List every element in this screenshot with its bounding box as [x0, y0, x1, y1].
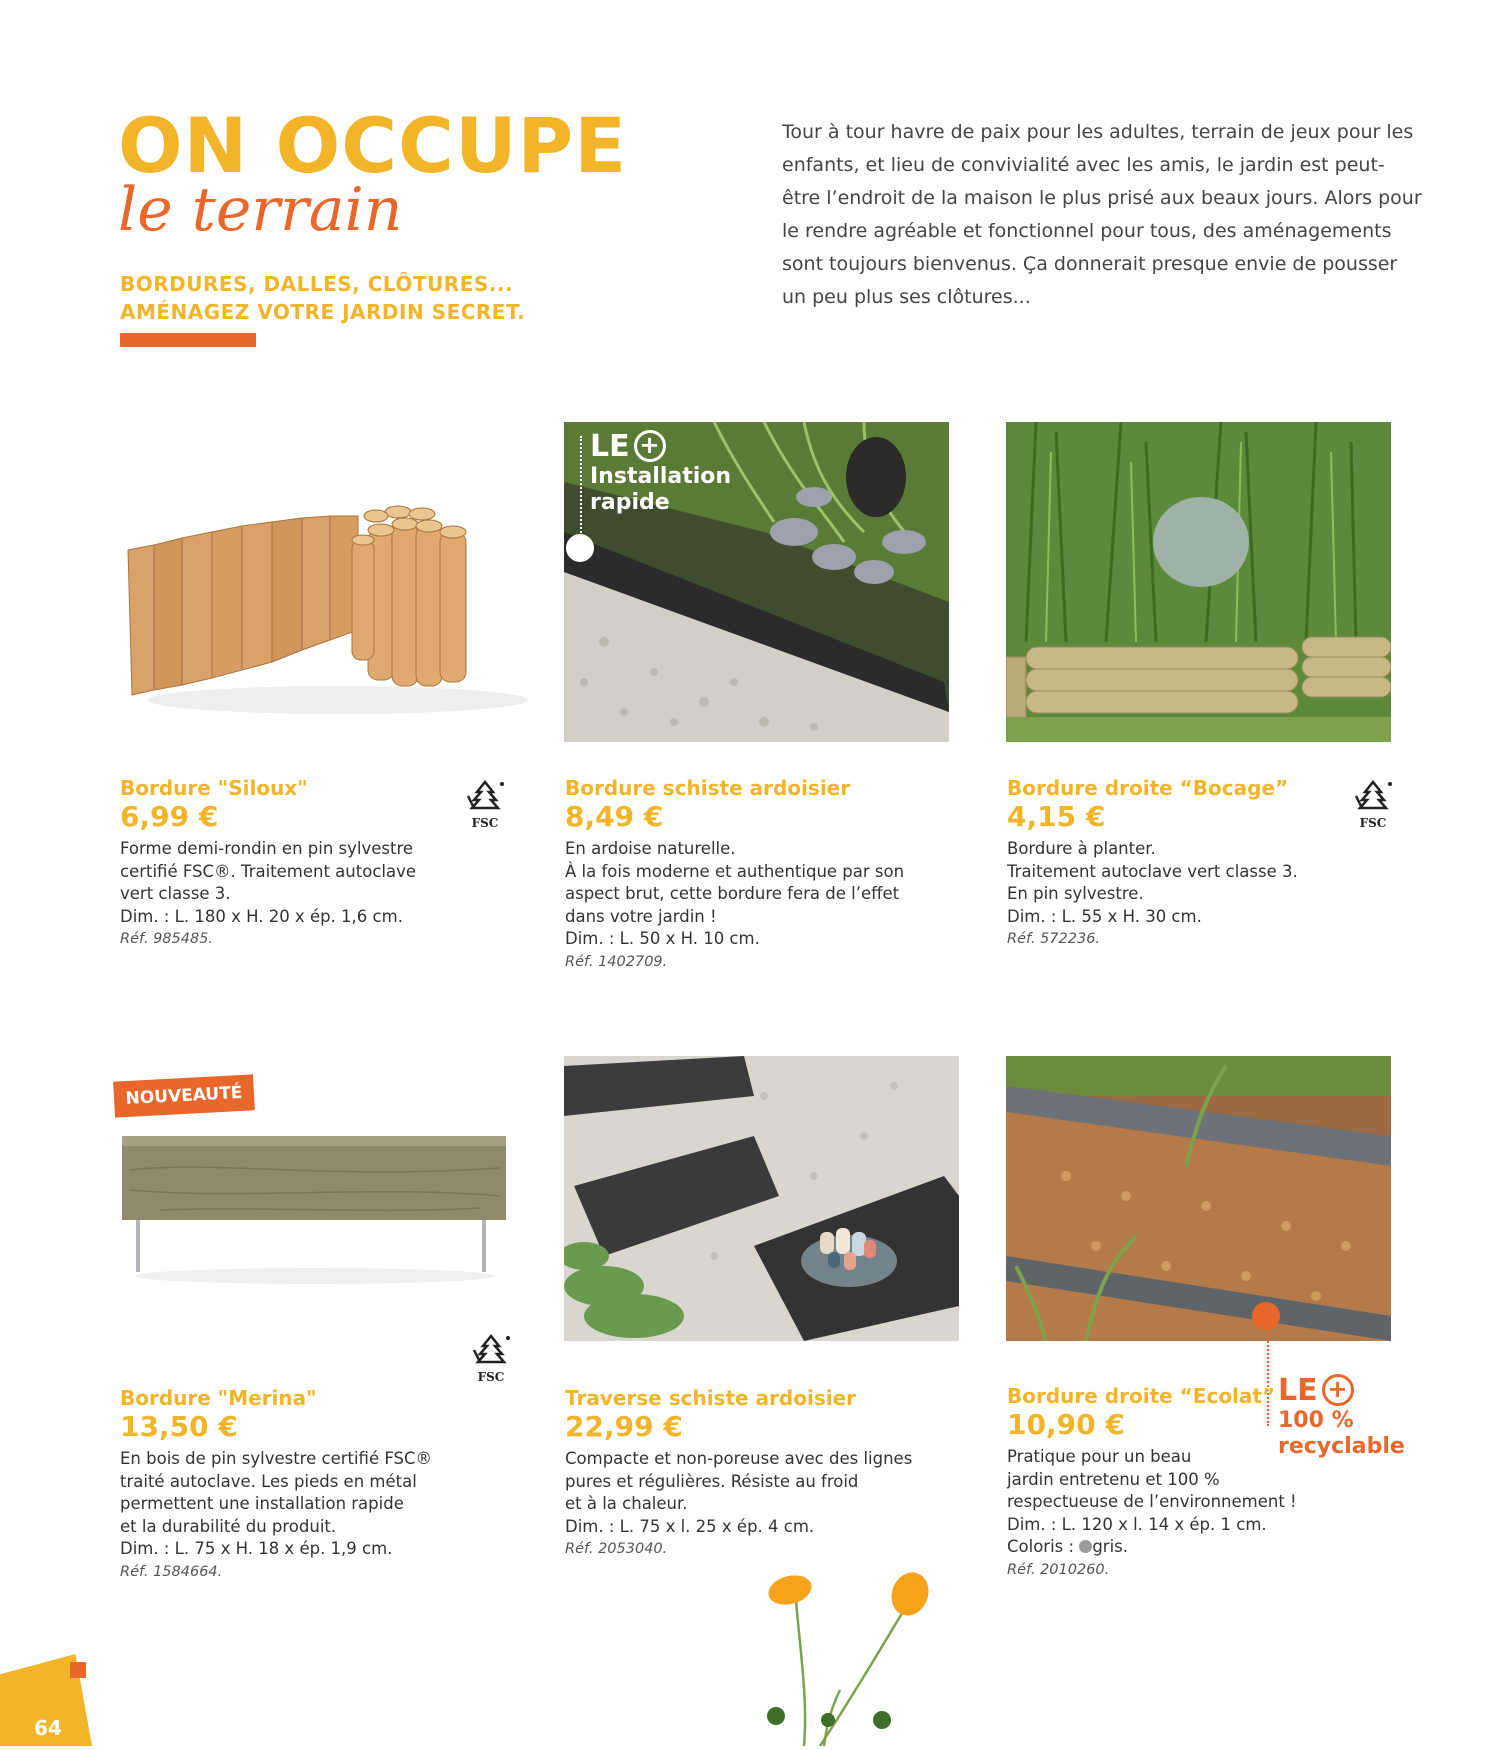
desc-line: Compacte et non-poreuse avec des lignes: [565, 1449, 913, 1468]
product-image-ecolat: [1006, 1056, 1391, 1341]
intro-text: Tour à tour havre de paix pour les adultes, terrain de jeux pour les enfants, et lieu de convivialité avec les amis, le jardin est peut-être l’endroit de la maison le plus prisé aux beaux jours. Alors pour le rendre agréable et fonctionnel pour tous, des aménagements sont toujours bienvenus. Ça donnerait presque envie de pousser un peu plus ses clôtures...: [782, 121, 1422, 308]
product-desc-traverse: [565, 1448, 945, 1561]
desc-line: En bois de pin sylvestre certifié FSC®: [120, 1449, 433, 1468]
color-line: [1007, 1536, 1327, 1559]
le-plus-text-1: 100 %: [1278, 1408, 1354, 1433]
product-image-siloux: [118, 490, 538, 720]
fsc-label: FSC: [471, 816, 499, 830]
colors-label: Coloris :: [1007, 1537, 1075, 1556]
product-name-merina: Bordure "Merina": [120, 1386, 317, 1410]
corner-accent: [70, 1662, 86, 1678]
desc-line: pures et régulières. Résiste au froid: [565, 1471, 859, 1491]
desc-line: Dim. : L. 120 x l. 14 x ép. 1 cm.: [1007, 1514, 1267, 1534]
desc-line: traité autoclave. Les pieds en métal: [120, 1471, 417, 1491]
product-desc-bocage: [1007, 838, 1347, 951]
desc-line: certifié FSC®. Traitement autoclave: [120, 861, 417, 881]
product-ref: Réf. 1584664.: [120, 1563, 223, 1580]
product-ref: Réf. 2053040.: [565, 1541, 668, 1557]
desc-line: Bordure à planter.: [1007, 839, 1156, 858]
le-plus-dotted-line: [580, 436, 582, 544]
product-ref: Réf. 2010260.: [1007, 1561, 1110, 1578]
page-title-script: le terrain: [118, 175, 403, 245]
color-name: gris.: [1092, 1537, 1129, 1556]
le-plus-text-2: recyclable: [1278, 1434, 1405, 1459]
le-plus-dotted-line: [1267, 1330, 1269, 1426]
le-plus-badge-recyclable: [1278, 1374, 1405, 1460]
desc-line: Dim. : L. 180 x H. 20 x ép. 1,6 cm.: [120, 906, 403, 926]
color-swatch: [1079, 1540, 1092, 1553]
fsc-label: FSC: [477, 1370, 505, 1384]
fsc-label: FSC: [1359, 816, 1387, 830]
nouveaute-badge: NOUVEAUTÉ: [113, 1074, 255, 1117]
desc-line: À la fois moderne et authentique par son: [565, 861, 905, 881]
desc-line: et la durabilité du produit.: [120, 1516, 337, 1536]
product-name-schiste: Bordure schiste ardoisier: [565, 776, 851, 800]
product-price-merina: 13,50 €: [120, 1410, 238, 1443]
product-ref: Réf. 572236.: [1007, 931, 1101, 947]
desc-line: Traitement autoclave vert classe 3.: [1007, 861, 1298, 881]
fsc-tree-icon: [460, 778, 510, 818]
plus-icon: +: [634, 430, 666, 462]
product-name-bocage: Bordure droite “Bocage”: [1007, 776, 1289, 800]
desc-line: Forme demi-rondin en pin sylvestre: [120, 839, 414, 858]
product-price-ecolat: 10,90 €: [1007, 1408, 1125, 1441]
fsc-logo: [460, 778, 510, 834]
desc-line: En pin sylvestre.: [1007, 884, 1144, 903]
product-ref: Réf. 985485.: [120, 931, 214, 947]
desc-line: respectueuse de l’environnement !: [1007, 1492, 1297, 1511]
le-plus-label: LE: [590, 429, 630, 464]
product-desc-schiste: [565, 838, 945, 973]
title-underline: [120, 333, 256, 347]
product-name-ecolat: Bordure droite “Ecolat”: [1007, 1384, 1276, 1408]
product-name-siloux: Bordure "Siloux": [120, 776, 308, 800]
desc-line: aspect brut, cette bordure fera de l’effet: [565, 884, 900, 903]
fsc-tree-icon: [466, 1332, 516, 1372]
page-number: 64: [34, 1716, 62, 1740]
le-plus-text-2: rapide: [590, 490, 670, 515]
le-plus-badge-installation: [590, 430, 731, 516]
product-image-bocage: [1006, 422, 1391, 742]
subtitle-line-1: BORDURES, DALLES, CLÔTURES...: [120, 272, 514, 296]
desc-line: Dim. : L. 75 x l. 25 x ép. 4 cm.: [565, 1516, 815, 1536]
product-ref: Réf. 1402709.: [565, 953, 668, 970]
product-price-traverse: 22,99 €: [565, 1410, 683, 1443]
product-image-merina: [120, 1130, 510, 1290]
le-plus-label: LE: [1278, 1373, 1318, 1408]
product-price-siloux: 6,99 €: [120, 800, 219, 833]
desc-line: dans votre jardin !: [565, 906, 717, 926]
desc-line: En ardoise naturelle.: [565, 839, 736, 858]
decorative-flowers: [760, 1570, 940, 1746]
product-desc-siloux: [120, 838, 450, 951]
fsc-logo: [1348, 778, 1398, 834]
page-subtitle: [120, 270, 525, 326]
desc-line: Dim. : L. 50 x H. 10 cm.: [565, 929, 760, 948]
product-name-traverse: Traverse schiste ardoisier: [565, 1386, 857, 1410]
desc-line: Dim. : L. 55 x H. 30 cm.: [1007, 906, 1202, 926]
desc-line: Pratique pour un beau: [1007, 1447, 1192, 1466]
le-plus-text-1: Installation: [590, 464, 732, 489]
desc-line: jardin entretenu et 100 %: [1007, 1469, 1220, 1489]
desc-line: permettent une installation rapide: [120, 1494, 404, 1513]
fsc-logo: [466, 1332, 516, 1388]
product-desc-merina: [120, 1448, 460, 1583]
desc-line: et à la chaleur.: [565, 1494, 688, 1513]
fsc-tree-icon: [1348, 778, 1398, 818]
product-desc-ecolat: [1007, 1446, 1327, 1581]
le-plus-dot: [566, 534, 594, 562]
plus-icon: +: [1322, 1374, 1354, 1406]
page-title: ON OCCUPE: [118, 101, 628, 190]
product-price-schiste: 8,49 €: [565, 800, 664, 833]
product-image-traverse: [564, 1056, 959, 1341]
product-price-bocage: 4,15 €: [1007, 800, 1106, 833]
desc-line: Dim. : L. 75 x H. 18 x ép. 1,9 cm.: [120, 1539, 393, 1558]
subtitle-line-2: AMÉNAGEZ VOTRE JARDIN SECRET.: [120, 300, 526, 324]
desc-line: vert classe 3.: [120, 884, 231, 903]
